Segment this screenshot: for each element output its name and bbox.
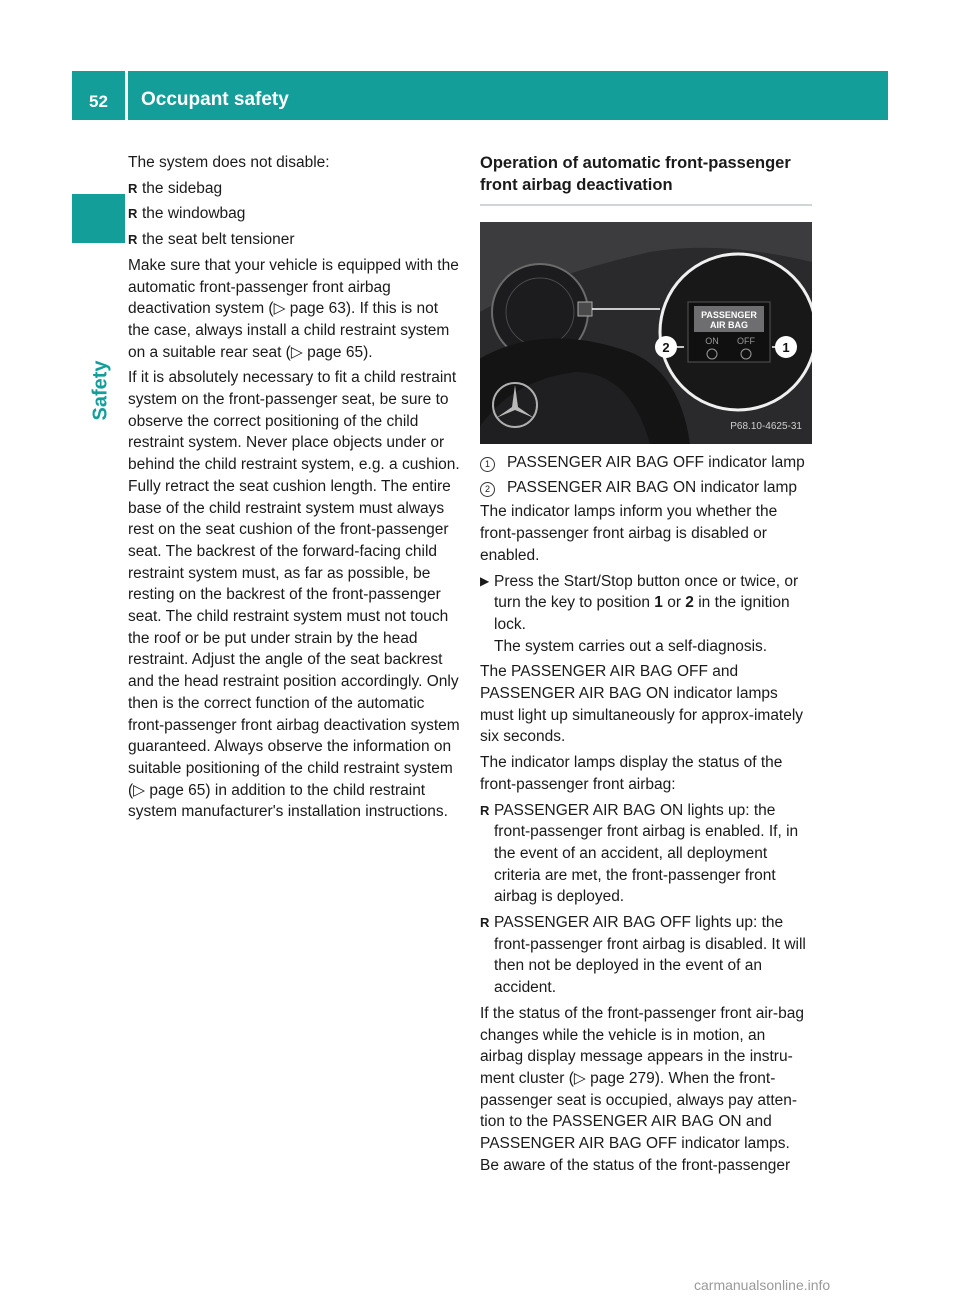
panel-text-line1: PASSENGER [701, 310, 757, 320]
side-tab-text: Safety [89, 359, 112, 421]
intro-text: The system does not disable: [128, 154, 330, 171]
callout-2: 2 [662, 340, 670, 355]
legend-number: 2 [480, 482, 495, 497]
instruction-step [480, 571, 812, 658]
list-item-text: the windowbag [142, 205, 246, 223]
list-item [128, 178, 460, 200]
list-item-text: PASSENGER AIR BAG OFF lights up: the front-passenger front airbag is disabled. It will then not be deployed in the event of an accident. [494, 914, 806, 997]
dashboard-illustration [480, 222, 812, 444]
position-2: 2 [685, 594, 694, 612]
paragraph: If it is absolutely necessary to fit a child restraint system on the front-passenger seat, be sure to observe the correct positioning of the child restraint system. Never place objects under or behind the child restraint system, e.g. a cushion. Fully retract the seat cushion length. The entire base of the child restraint system must always rest on the seat cushion of the front-passenger seat. The backrest of the forward-facing child restraint system must, as far as possible, be resting on the backrest of the front-passenger seat. The child restraint system must not touch the roof or be put under strain by the head restraint. Adjust the angle of the seat backrest and the head restraint position accordingly. Only then is the correct function of the automatic front-passenger front airbag deactivation system guaranteed. Always observe the information on suitable positioning of the child restraint system (▷ page 65) in addition to the child restraint system manufacturer's installation instructions. [128, 369, 460, 821]
watermark: carmanualsonline.info [694, 1277, 831, 1293]
legend-item [480, 452, 812, 474]
legend-text: PASSENGER AIR BAG OFF indicator lamp [507, 454, 805, 471]
list-item [128, 229, 460, 251]
left-column [128, 152, 460, 827]
legend-number: 1 [480, 457, 495, 472]
panel-off-label: OFF [737, 336, 755, 346]
paragraph: Make sure that your vehicle is equipped with the automatic front-passenger front airbag deactivation system (▷ page 63). If this is not the case, always install a child restraint system on a suitable rear seat (▷ page 65). [128, 256, 459, 361]
step-text: in the ignition lock. [494, 594, 790, 633]
bullet-marker: R [128, 232, 138, 248]
legend-item [480, 477, 812, 499]
bullet-marker: R [128, 206, 138, 222]
page-title: Occupant safety [128, 71, 888, 120]
section-title: Operation of automatic front-passenger front airbag deactivation [480, 154, 791, 194]
list-item-text: PASSENGER AIR BAG ON lights up: the front-passenger front airbag is enabled. If, in the event of an accident, all deployment criteria are met, the front-passenger front airbag is deployed. [494, 801, 799, 906]
side-tab-marker [72, 194, 125, 243]
image-code: P68.10-4625-31 [730, 421, 802, 433]
paragraph: The indicator lamps inform you whether the front-passenger front airbag is disabled or enabled. [480, 503, 778, 564]
callout-1: 1 [782, 340, 790, 355]
legend-text: PASSENGER AIR BAG ON indicator lamp [507, 478, 798, 496]
page-number: 52 [72, 71, 125, 120]
list-item [480, 800, 812, 909]
arrow-marker-icon: ▶ [480, 573, 490, 588]
step-result: The system carries out a self-diagnosis. [494, 637, 768, 655]
side-tab-label [86, 345, 116, 435]
section-divider [480, 204, 812, 206]
bullet-marker: R [480, 915, 490, 931]
paragraph: If the status of the front-passenger front air-bag changes while the vehicle is in motion, an airbag display message appears in the instru-ment cluster (▷ page 279). When the front-passenger seat is occupied, always pay atten-tion to the PASSENGER AIR BAG ON and PASSENGER AIR BAG OFF indicator lamps. Be aware of the status of the front-passenger [480, 1004, 804, 1174]
step-text: or [662, 594, 686, 612]
panel-text-line2: AIR BAG [710, 320, 748, 330]
list-item [480, 912, 812, 999]
panel-on-label: ON [705, 336, 719, 346]
paragraph: The indicator lamps display the status of the front-passenger front airbag: [480, 754, 783, 793]
paragraph: The PASSENGER AIR BAG OFF and PASSENGER AIR BAG ON indicator lamps must light up simultaneously for approx-imately six seconds. [480, 663, 804, 746]
bullet-marker: R [128, 180, 138, 196]
bullet-marker: R [480, 802, 490, 818]
list-item-text: the seat belt tensioner [142, 231, 295, 249]
position-1: 1 [654, 594, 663, 612]
right-column [480, 152, 812, 1181]
dashboard-photo [480, 222, 812, 444]
list-item-text: the sidebag [142, 179, 223, 197]
list-item [128, 203, 460, 225]
step-text: Press the Start/Stop button once or twice, or turn the key to position [494, 572, 799, 612]
